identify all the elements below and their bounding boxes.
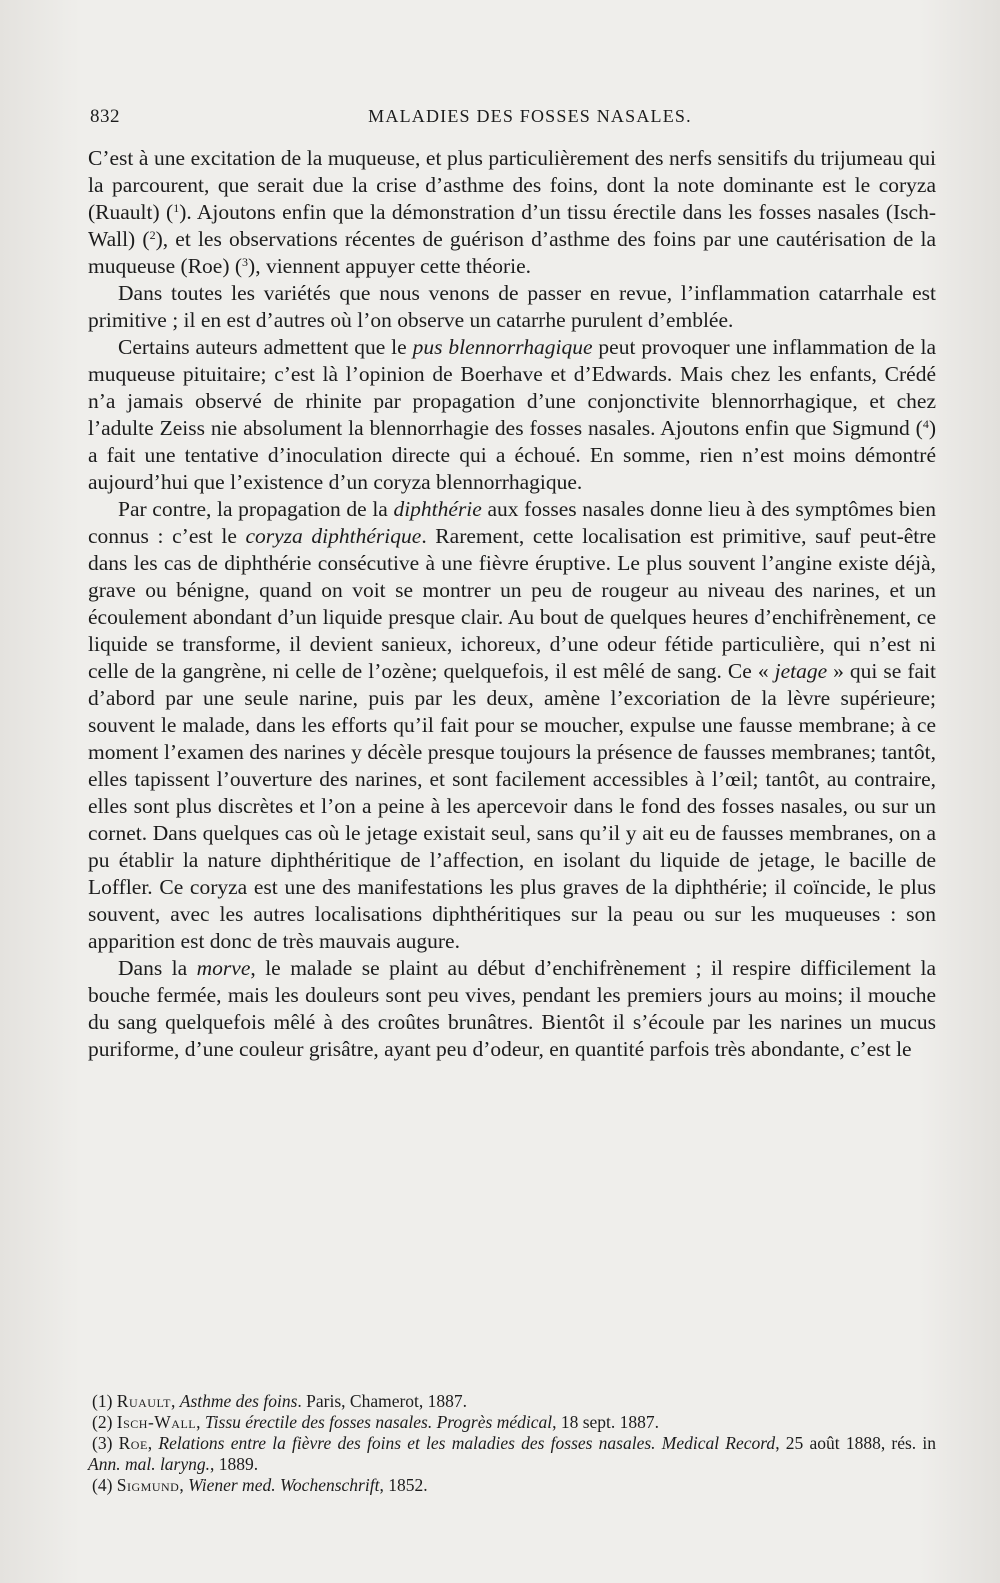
footnote-number: (2)	[92, 1412, 117, 1432]
page-header	[90, 106, 925, 136]
footnote-title: Tissu érectile des fosses nasales. Progrès médical	[204, 1412, 553, 1432]
text-run: ), et les observations récentes de guérison d’asthme des foins par une cautérisation de la muqueuse (Roe) (	[88, 227, 936, 278]
emphasis: diphthérie	[393, 497, 482, 521]
footnote-title: Asthme des foins	[179, 1391, 298, 1411]
footnote-details: . Paris, Chamerot, 1887.	[297, 1391, 468, 1411]
text-run: C’est à une excitation de la muqueuse, et plus particulièrement des nerfs sensitifs du trijumeau qui la parcourent, que serait due la crise d’asthme des foins, dont la note dominante est le coryza (Ruault) (	[88, 146, 936, 224]
emphasis: jetage	[774, 659, 828, 683]
footnote-number: (1)	[92, 1391, 117, 1411]
footnote-4: (4) Sigmund, Wiener med. Wochenschrift, 1852.	[92, 1475, 428, 1495]
emphasis: pus blennorrhagique	[412, 335, 593, 359]
footnote-ref: 2	[149, 228, 156, 242]
footnote-number: (4)	[92, 1475, 117, 1495]
footnote-ref: 1	[173, 201, 180, 215]
text-run: Par contre, la propagation de la	[118, 497, 394, 521]
footnote-1: (1) Ruault, Asthme des foins. Paris, Chamerot, 1887.	[92, 1391, 468, 1411]
text-run: Dans la	[118, 956, 197, 980]
text-run: ) a fait une tentative d’inoculation directe qui a échoué. En somme, rien n’est moins démontré aujourd’hui que l’existence d’un coryza blennorrhagique.	[88, 416, 936, 494]
paragraph-4	[88, 496, 936, 955]
emphasis: morve	[196, 956, 251, 980]
footnote-details: , 18 sept. 1887.	[552, 1412, 660, 1432]
footnote-number: (3)	[92, 1433, 119, 1453]
paragraph-1	[88, 145, 936, 280]
paragraph-2: Dans toutes les variétés que nous venons de passer en revue, l’inflammation catarrhale est primitive ; il en est d’autres où l’on observe un catarrhe purulent d’emblée.	[88, 281, 936, 332]
text-run: . Rarement, cette localisation est primitive, sauf peut-être dans les cas de diphthérie consécutive à une fièvre éruptive. Le plus souvent l’angine existe déjà, grave ou bénigne, quand on voit se montrer un peu de rougeur au niveau des narines, et un écoulement abondant d’un liquide presque clair. Au bout de quelques heures d’enchifrènement, ce liquide se transforme, il devient sanieux, ichoreux, d’une odeur fétide particulière, qui n’est ni celle de la gangrène, ni celle de l’ozène; quelquefois, il est mêlé de sang. Ce «	[88, 524, 936, 683]
footnote-ref: 3	[242, 255, 249, 269]
footnotes	[88, 1391, 936, 1496]
footnote-title: Wiener med. Wochenschrift	[188, 1475, 380, 1495]
footnote-author: Ruault	[116, 1391, 172, 1411]
text-run: ). Ajoutons enfin que la démonstration d’un tissu érectile dans les fosses nasales (Isch-Wall) (	[88, 200, 937, 251]
footnote-author: Sigmund	[116, 1475, 180, 1495]
text-run: Certains auteurs admettent que le	[118, 335, 413, 359]
footnote-3: (3) Roe, Relations entre la fièvre des foins et les maladies des fosses nasales. Medical Record, 25 août 1888, rés. in Ann. mal. laryng., 1889.	[88, 1433, 937, 1474]
footnote-title: Ann. mal. laryng.	[88, 1454, 211, 1474]
footnote-author: Roe	[118, 1433, 148, 1453]
footnote-2: (2) Isch-Wall, Tissu érectile des fosses nasales. Progrès médical, 18 sept. 1887.	[92, 1412, 660, 1432]
text-run: ), viennent appuyer cette théorie.	[248, 254, 532, 278]
footnote-details: , 1889.	[210, 1454, 259, 1474]
text-run: peut provoquer une inflammation de la muqueuse pituitaire; c’est là l’opinion de Boerhave et d’Edwards. Mais chez les enfants, Crédé n’a jamais observé de rhinite par propagation d’une conjonctivite blennorrhagique, et chez l’adulte Zeiss nie absolument la blennorrhagie des fosses nasales. Ajoutons enfin que Sigmund (	[88, 335, 936, 440]
paragraph-5	[88, 955, 936, 1063]
footnote-details: , 25 août 1888, rés. in	[775, 1433, 937, 1453]
text-run: aux fosses nasales donne lieu à des symptômes bien connus : c’est le	[88, 497, 936, 548]
body-text	[88, 145, 936, 1063]
footnote-details: , 1852.	[379, 1475, 428, 1495]
footnote-ref: 4	[922, 417, 929, 431]
text-run: , le malade se plaint au début d’enchifrènement ; il respire difficilement la bouche fermée, mais les douleurs sont peu vives, pendant les premiers jours au moins; il mouche du sang quelquefois mêlé à des croûtes brunâtres. Bientôt il s’écoule par les narines un mucus puriforme, d’une couleur grisâtre, ayant peu d’odeur, en quantité parfois très abondante, c’est le	[88, 956, 937, 1061]
footnote-author: Isch-Wall	[116, 1412, 197, 1432]
emphasis: coryza diphthérique	[245, 524, 422, 548]
paragraph-3	[88, 334, 936, 496]
text-run: » qui se fait d’abord par une seule narine, puis par les deux, amène l’excoriation de la lèvre supérieure; souvent le malade, dans les efforts qu’il fait pour se moucher, expulse une fausse membrane; à ce moment l’examen des narines y décèle presque toujours la présence de fausses membranes; tantôt, elles tapissent l’ouverture des narines, et sont facilement accessibles à l’œil; tantôt, au contraire, elles sont plus discrètes et l’on a peine à les apercevoir dans le fond des fosses nasales, ou sur un cornet. Dans quelques cas où le jetage existait seul, sans qu’il y ait eu de fausses membranes, on a pu établir la nature diphthéritique de l’affection, en isolant du liquide de jetage, le bacille de Loffler. Ce coryza est une des manifestations les plus graves de la diphthérie; il coïncide, le plus souvent, avec les autres localisations diphthéritiques sur la peau ou sur les muqueuses : son apparition est donc de très mauvais augure.	[88, 659, 936, 953]
page-number: 832	[90, 106, 120, 127]
footnote-title: Relations entre la fièvre des foins et les maladies des fosses nasales. Medical Record	[158, 1433, 776, 1453]
running-title: MALADIES DES FOSSES NASALES.	[368, 106, 692, 126]
